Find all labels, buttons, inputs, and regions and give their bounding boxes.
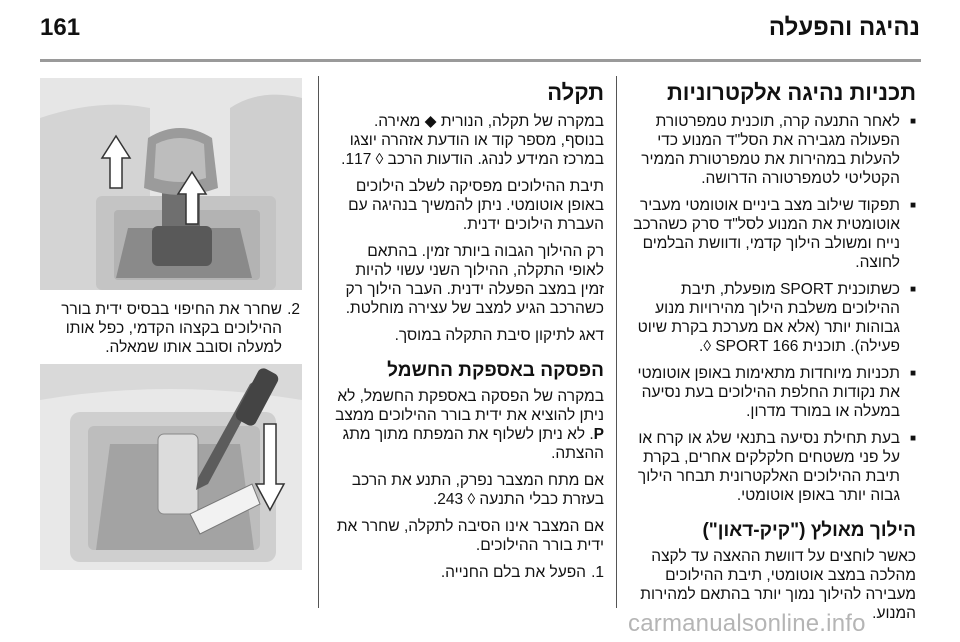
subsection-title: הפסקה באספקת החשמל — [387, 360, 604, 381]
paragraph-text: במקרה של הפסקה באספקת החשמל, לא ניתן להוציא את ידית בורר ההילוכים ממצב — [335, 388, 604, 424]
paragraph: תיבת ההילוכים מפסיקה לשלב הילוכים באופן אוטומטי. ניתן להמשיך בנהיגה עם העברת הילוכים ידנית. — [348, 178, 604, 233]
list-item: ■ בעת תחילת נסיעה בתנאי שלג או קרח או על פני משטחים חלקלקים אחרים, בקרת תיבת ההילוכים האלקטרונית תבחר הילוך גבוה יותר באופן אוטומטי. — [628, 429, 916, 505]
column-divider-left — [318, 76, 319, 608]
section-fault — [330, 78, 604, 590]
page-header — [40, 14, 920, 50]
paragraph: כאשר לוחצים על דוושת ההאצה עד לקצה מהלכה במצב אוטומטי, תיבת ההילוכים מעבירה להילוך נמוך יותר בהתאם למהירות המנוע. — [640, 548, 916, 622]
step-number: 2. — [287, 301, 300, 318]
section-title: תכניות נהיגה אלקטרוניות — [666, 80, 916, 105]
paragraph — [330, 387, 604, 463]
list-item-text: כשתוכנית SPORT מופעלת, תיבת ההילוכים משלבת הילוך מהירויות מנוע גבוהות יותר (אלא אם מערכת בקרת שיוט פעילה). תוכנית SPORT — [637, 281, 900, 355]
step-item — [330, 563, 604, 582]
list-item: ■ לאחר התנעה קרה, תוכנית טמפרטורת הפעולה מגבירה את הסל"ד המנוע כדי להעלות במהירות את טמפרטורת הממיר הקטליטי לטמפרטורה הדרושה. — [628, 112, 916, 188]
step-item — [40, 300, 300, 357]
paragraph: רק ההילוך הגבוה ביותר זמין. בהתאם לאופי התקלה, ההילוך השני עשוי להיות זמין במצב הפעלה ידנית. העבר הילוך רק כשהרכב הגיע למצב של עצירה מוחלטת. — [345, 243, 604, 317]
paragraph: אם המצבר אינו הסיבה לתקלה, שחרר את ידית בורר ההילוכים. — [336, 518, 604, 554]
chapter-title: נהיגה והפעלה — [768, 14, 920, 41]
section-electronic-driving-programs — [628, 78, 916, 631]
paragraph-text: . לא ניתן לשלוף את המפתח מתוך מתג ההצתה. — [342, 426, 604, 462]
page-number: 161 — [40, 14, 81, 41]
section-title: תקלה — [547, 80, 604, 105]
list-item: ■ תכניות מיוחדות מתאימות באופן אוטומטי את נקודות החלפת ההילוכים בעת נסיעה במעלה או במורד מדרון. — [628, 364, 916, 421]
header-divider — [40, 59, 921, 62]
step-number: 1. — [591, 564, 604, 581]
list-item — [628, 280, 916, 356]
list-item: ■ תפקוד שילוב מצב ביניים אוטומטי מעביר אוטומטית את המנוע לסל"ד סרק כשהרכב נייח ומשולב הילוך קדמי, ודוושת הבלמים לחוצה. — [628, 196, 916, 272]
step-text: שחרר את החיפוי בבסיס ידית בורר ההילוכים בקצהו הקדמי, כפל אותו למעלה וסובב אותו שמאלה. — [61, 301, 282, 356]
page-reference: 166 ◊. — [699, 338, 799, 355]
watermark: carmanualsonline.info — [628, 610, 866, 637]
column-divider-right — [616, 76, 617, 608]
paragraph: במקרה של תקלה, הנורית ◆ מאירה. בנוסף, מספר קוד או הודעת אזהרה יוצגו במרכז המידע לנהג. הודעות הרכב ◊ 117. — [341, 113, 604, 168]
step-text: הפעל את בלם החנייה. — [440, 564, 586, 581]
subsection-title: הילוך מאולץ ("קיק-דאון") — [702, 520, 916, 541]
screwdriver-image — [40, 364, 302, 570]
paragraph: אם מתח המצבר נפרק, התנע את הרכב בעזרת כבלי התנעה ◊ 243. — [351, 472, 604, 508]
selector-cover-release-illustration — [40, 364, 302, 570]
step-2 — [40, 300, 300, 365]
gear-selector-illustration — [40, 78, 302, 290]
gear-lever-image — [40, 78, 302, 290]
feature-list — [628, 112, 916, 505]
gear-position-label: P — [593, 426, 604, 443]
paragraph: דאג לתיקון סיבת התקלה במוסך. — [394, 327, 604, 344]
